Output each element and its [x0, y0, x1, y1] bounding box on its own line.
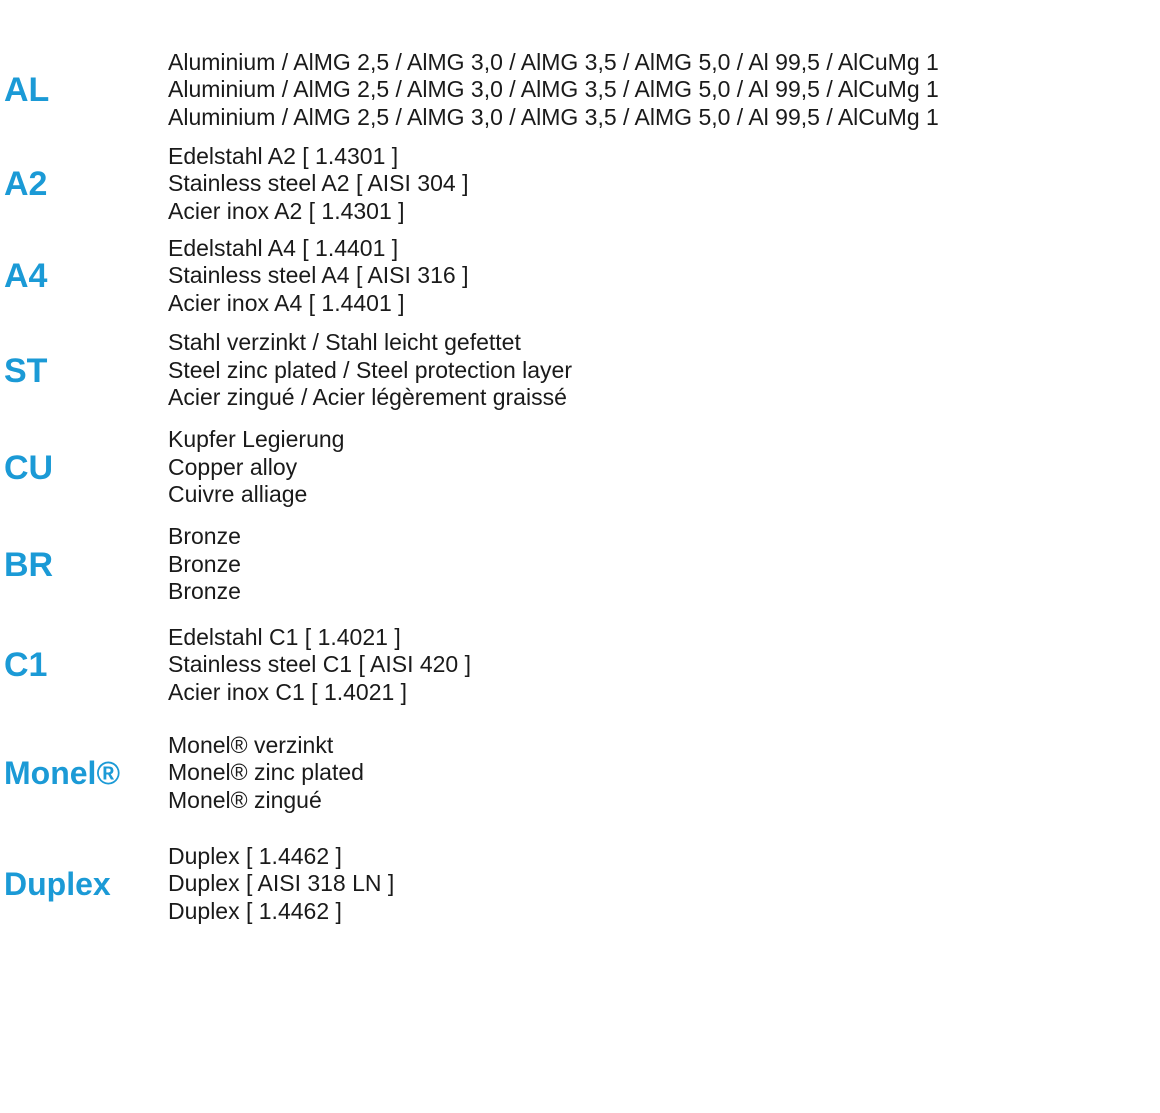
material-code-cell [0, 166, 168, 202]
material-code-cell [0, 450, 168, 486]
material-code-cell [0, 755, 168, 791]
material-description-line: Acier zingué / Acier légèrement graissé [168, 384, 567, 411]
material-description-line: Edelstahl C1 [ 1.4021 ] [168, 623, 401, 650]
material-description-line: Acier inox A4 [ 1.4401 ] [168, 289, 405, 316]
material-description-monel [168, 732, 1160, 815]
material-row-a2 [0, 138, 1160, 230]
material-description-line: Edelstahl A4 [ 1.4401 ] [168, 234, 399, 261]
material-code-monel: Monel® [4, 755, 121, 791]
material-description-line: Duplex [ AISI 318 LN ] [168, 870, 395, 897]
material-code-cell [0, 647, 168, 683]
material-code-cu: CU [4, 448, 54, 487]
material-description-line: Monel® verzinkt [168, 731, 334, 758]
material-code-st: ST [4, 351, 48, 390]
material-description-line: Steel zinc plated / Steel protection layer [168, 356, 573, 383]
material-code-cell [0, 866, 168, 902]
material-row-duplex [0, 829, 1160, 939]
material-code-cell [0, 353, 168, 389]
material-description-line: Bronze [168, 523, 241, 550]
material-row-c1 [0, 613, 1160, 717]
material-description-line: Duplex [ 1.4462 ] [168, 842, 342, 869]
material-description-c1 [168, 624, 1160, 707]
material-description-cu [168, 426, 1160, 509]
material-description-line: Stainless steel C1 [ AISI 420 ] [168, 651, 471, 678]
material-description-line: Aluminium / AlMG 2,5 / AlMG 3,0 / AlMG 3,5 / AlMG 5,0 / Al 99,5 / AlCuMg 1 [168, 48, 939, 75]
material-description-line: Stainless steel A4 [ AISI 316 ] [168, 262, 469, 289]
material-description-line: Copper alloy [168, 453, 298, 480]
material-description-line: Monel® zingué [168, 786, 322, 813]
material-description-line: Monel® zinc plated [168, 759, 364, 786]
material-legend-sheet [0, 42, 1160, 1113]
material-description-line: Edelstahl A2 [ 1.4301 ] [168, 142, 399, 169]
material-code-cell [0, 258, 168, 294]
material-description-line: Aluminium / AlMG 2,5 / AlMG 3,0 / AlMG 3,5 / AlMG 5,0 / Al 99,5 / AlCuMg 1 [168, 103, 939, 130]
material-code-a2: A2 [4, 165, 48, 203]
material-description-line: Cuivre alliage [168, 481, 308, 508]
material-description-line: Stainless steel A2 [ AISI 304 ] [168, 170, 469, 197]
material-code-duplex: Duplex [4, 866, 111, 902]
material-description-al [168, 49, 1160, 132]
material-description-st [168, 329, 1160, 412]
material-description-line: Kupfer Legierung [168, 426, 345, 453]
material-row-cu [0, 419, 1160, 516]
material-code-al: AL [4, 71, 50, 109]
material-row-a4 [0, 230, 1160, 322]
material-description-line: Duplex [ 1.4462 ] [168, 897, 342, 924]
material-description-line: Bronze [168, 578, 241, 605]
material-description-line: Bronze [168, 550, 241, 577]
material-row-br [0, 516, 1160, 613]
material-code-c1: C1 [4, 646, 48, 684]
material-description-line: Acier inox C1 [ 1.4021 ] [168, 678, 408, 705]
material-code-br: BR [4, 545, 54, 584]
material-row-al [0, 42, 1160, 138]
material-description-a2 [168, 143, 1160, 226]
material-row-st [0, 322, 1160, 419]
material-description-br [168, 523, 1160, 606]
material-code-a4: A4 [4, 257, 48, 295]
material-description-a4 [168, 235, 1160, 318]
material-description-line: Aluminium / AlMG 2,5 / AlMG 3,0 / AlMG 3,5 / AlMG 5,0 / Al 99,5 / AlCuMg 1 [168, 76, 939, 103]
material-code-cell [0, 547, 168, 583]
material-code-cell [0, 72, 168, 108]
material-description-line: Acier inox A2 [ 1.4301 ] [168, 197, 405, 224]
material-description-line: Stahl verzinkt / Stahl leicht gefettet [168, 329, 521, 356]
material-row-monel [0, 717, 1160, 829]
material-description-duplex [168, 843, 1160, 926]
